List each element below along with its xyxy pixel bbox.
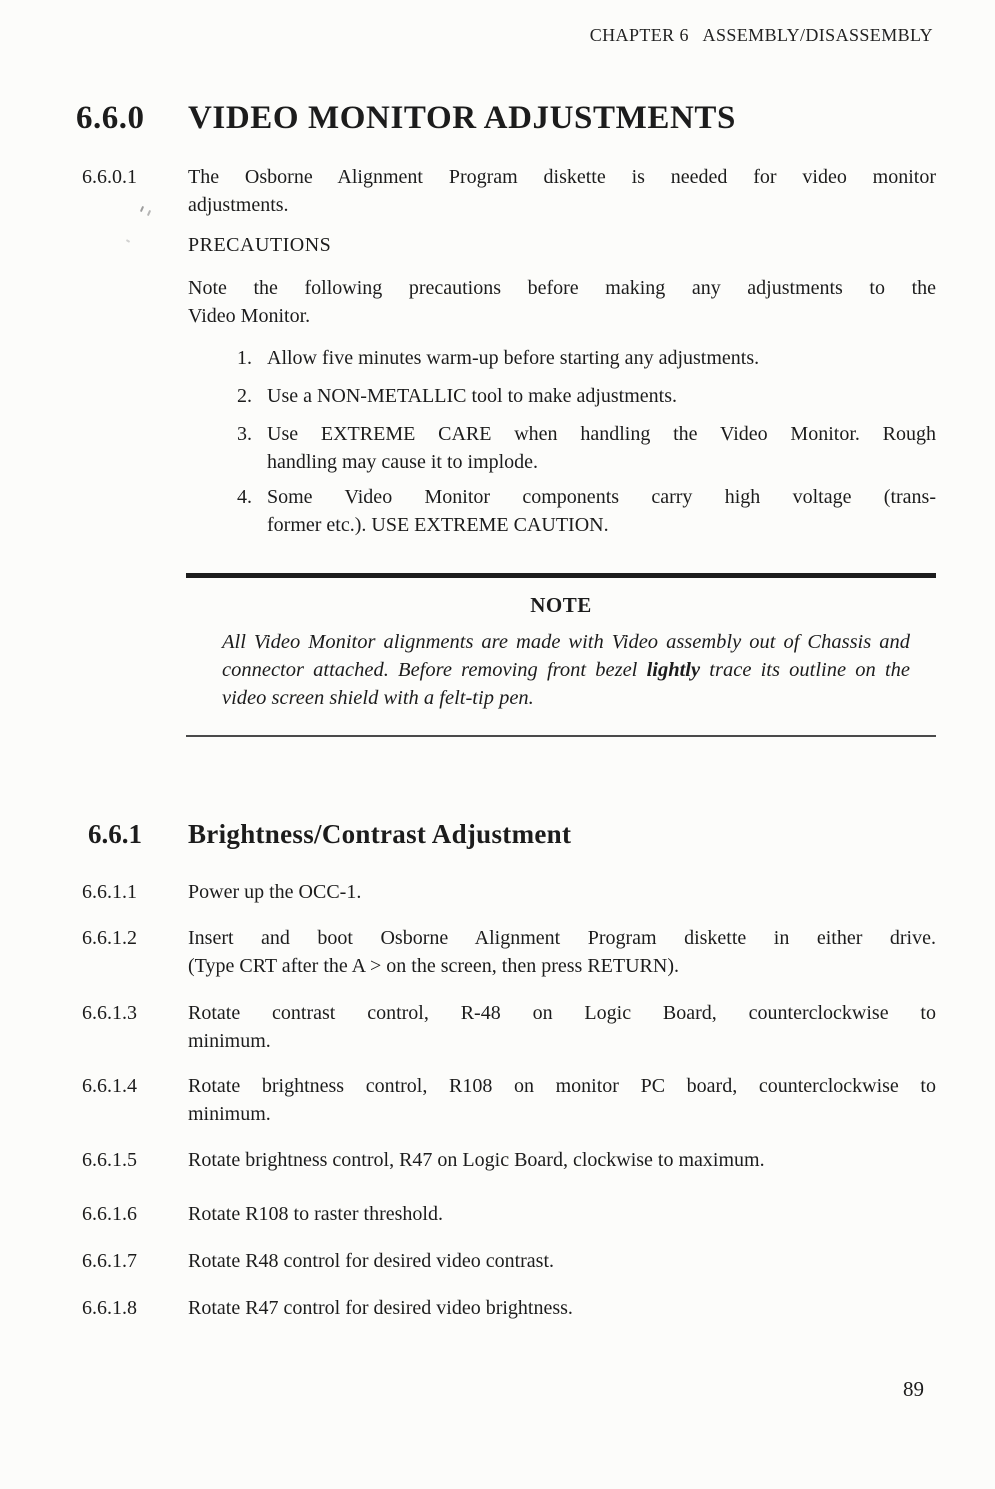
step-number: 6.6.1.1	[82, 881, 137, 903]
list-number: 2.	[237, 385, 252, 407]
step-6616	[0, 1200, 936, 1228]
step-number: 6.6.1.4	[82, 1075, 137, 1097]
note-line2-bold: lightly	[646, 659, 701, 681]
step-number: 6.6.1.3	[82, 1002, 137, 1024]
text-line: video screen shield with a felt-tip pen.	[222, 687, 534, 709]
step-text	[188, 878, 936, 906]
text-line	[222, 656, 910, 684]
precautions-heading: PRECAUTIONS	[188, 234, 332, 256]
text-line: Rotate R47 control for desired video brightness.	[188, 1297, 573, 1319]
section-number: 6.6.1	[88, 819, 142, 849]
text-line: handling may cause it to implode.	[267, 451, 539, 473]
section-heading-660	[0, 100, 736, 137]
step-text	[188, 999, 936, 1055]
note-line2-post: trace its outline on the	[700, 659, 910, 681]
step-text	[188, 924, 936, 980]
text-line: Video Monitor.	[188, 305, 311, 327]
text-line: Use a NON-METALLIC tool to make adjustments.	[267, 385, 677, 407]
step-6618	[0, 1294, 936, 1322]
paragraph-text	[188, 163, 936, 219]
list-text	[267, 382, 936, 410]
list-text	[267, 483, 936, 539]
list-number: 1.	[237, 347, 252, 369]
step-text	[188, 1247, 936, 1275]
step-text	[188, 1200, 936, 1228]
precautions-intro	[188, 274, 936, 330]
step-number: 6.6.1.5	[82, 1149, 137, 1171]
running-header: CHAPTER 6 ASSEMBLY/DISASSEMBLY	[589, 25, 933, 45]
note-body	[222, 628, 910, 712]
step-number: 6.6.1.6	[82, 1203, 137, 1225]
step-6612	[0, 924, 936, 980]
paragraph-number: 6.6.0.1	[82, 166, 137, 188]
text-line: former etc.). USE EXTREME CAUTION.	[267, 514, 609, 536]
precaution-item-2	[0, 382, 936, 410]
note-label: NOTE	[530, 593, 592, 617]
section-heading-661	[0, 819, 571, 850]
text-line: Rotate contrast control, R-48 on Logic Board, counterclockwise to	[188, 1002, 936, 1024]
text-line: Note the following precautions before making any adjustments to the	[188, 277, 936, 299]
precaution-item-3	[0, 420, 936, 476]
text-line: Insert and boot Osborne Alignment Program diskette in either drive.	[188, 927, 936, 949]
text-line: Use EXTREME CARE when handling the Video Monitor. Rough	[267, 423, 936, 445]
precaution-item-4	[0, 483, 936, 539]
section-title: VIDEO MONITOR ADJUSTMENTS	[188, 100, 736, 136]
text-line: Rotate brightness control, R108 on monitor PC board, counterclockwise to	[188, 1075, 936, 1097]
note-bottom-rule	[186, 735, 936, 737]
step-number: 6.6.1.7	[82, 1250, 137, 1272]
step-6611	[0, 878, 936, 906]
text-line: The Osborne Alignment Program diskette is needed for video monitor	[188, 166, 936, 188]
text-line: Rotate R108 to raster threshold.	[188, 1203, 443, 1225]
list-number: 4.	[237, 486, 252, 508]
text-line: Rotate brightness control, R47 on Logic Board, clockwise to maximum.	[188, 1149, 765, 1171]
step-text	[188, 1294, 936, 1322]
list-number: 3.	[237, 423, 252, 445]
note-top-rule	[186, 573, 936, 578]
text-line: adjustments.	[188, 194, 289, 216]
list-text	[267, 344, 936, 372]
text-line: Rotate R48 control for desired video contrast.	[188, 1250, 555, 1272]
text-line: (Type CRT after the A > on the screen, then press RETURN).	[188, 955, 679, 977]
section-title: Brightness/Contrast Adjustment	[188, 819, 572, 849]
step-6614	[0, 1072, 936, 1128]
text-line: Power up the OCC-1.	[188, 881, 362, 903]
text-line: Allow five minutes warm-up before starting any adjustments.	[267, 347, 760, 369]
text-line: minimum.	[188, 1103, 271, 1125]
note-line2-pre: connector attached. Before removing front bezel	[222, 659, 647, 681]
step-text	[188, 1146, 936, 1174]
step-text	[188, 1072, 936, 1128]
step-6613	[0, 999, 936, 1055]
list-text	[267, 420, 936, 476]
scan-artifact	[126, 239, 130, 243]
text-line: All Video Monitor alignments are made with Video assembly out of Chassis and	[222, 631, 910, 653]
step-number: 6.6.1.2	[82, 927, 137, 949]
paragraph-6601	[0, 163, 936, 219]
text-line: minimum.	[188, 1030, 271, 1052]
step-number: 6.6.1.8	[82, 1297, 137, 1319]
text-line: Some Video Monitor components carry high voltage (trans-	[267, 486, 936, 508]
step-6617	[0, 1247, 936, 1275]
step-6615	[0, 1146, 936, 1174]
precaution-item-1	[0, 344, 936, 372]
page-number: 89	[903, 1377, 924, 1401]
section-number: 6.6.0	[76, 100, 145, 136]
